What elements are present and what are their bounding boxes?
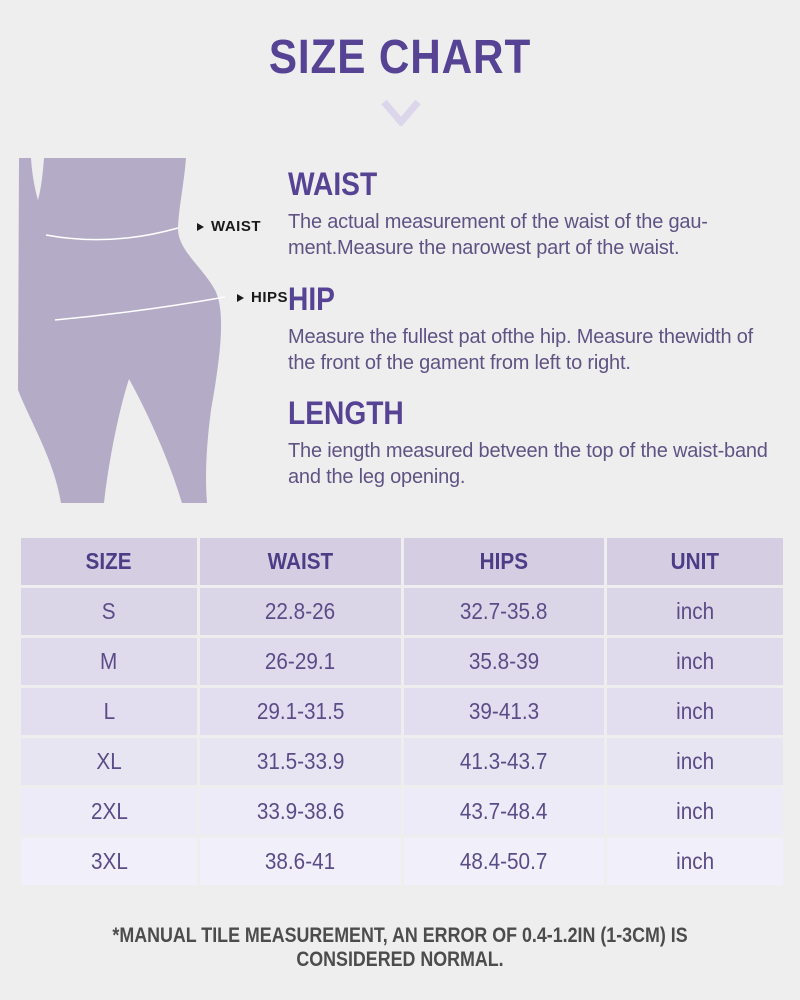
table-cell-waist: 26-29.1 (200, 638, 401, 685)
table-cell-unit: inch (607, 838, 783, 885)
hips-pointer-label (237, 289, 288, 306)
table-cell-hips: 32.7-35.8 (404, 588, 604, 635)
section-length-body-line2: and the leg opening. (288, 466, 466, 488)
table-cell-size: L (21, 688, 197, 735)
page-title-text: SIZE CHART (268, 31, 532, 84)
table-cell-size: 2XL (21, 788, 197, 835)
table-cell-unit: inch (607, 688, 783, 735)
section-length-body-line1: The iength measured betveen the top of the waist-band (288, 440, 768, 462)
table-cell-size: S (21, 588, 197, 635)
table-cell-waist: 33.9-38.6 (200, 788, 401, 835)
table-cell-hips: 43.7-48.4 (404, 788, 604, 835)
table-cell-size: XL (21, 738, 197, 785)
col-header-waist: WAIST (200, 538, 401, 585)
body-silhouette-shape (18, 158, 221, 503)
footnote (0, 924, 800, 972)
table-cell-unit: inch (607, 638, 783, 685)
col-header-unit: UNIT (607, 538, 783, 585)
section-length-heading: LENGTH (288, 395, 404, 431)
table-cell-hips: 41.3-43.7 (404, 738, 604, 785)
section-waist-heading: WAIST (288, 166, 378, 202)
chevron-down-stroke (384, 102, 418, 122)
table-cell-unit: inch (607, 788, 783, 835)
size-table (21, 538, 780, 885)
section-waist (288, 166, 778, 261)
section-waist-body-line2: ment.Measure the narowest part of the waist. (288, 237, 680, 259)
waist-pointer-label (197, 218, 261, 235)
section-length (288, 395, 778, 490)
table-cell-waist: 29.1-31.5 (200, 688, 401, 735)
footnote-text: *MANUAL TILE MEASUREMENT, AN ERROR OF 0.4-1.2IN (1-3CM) IS CONSIDERED NORMAL. (112, 924, 688, 971)
section-hip-body-line2: the front of the gament from left to right. (288, 352, 631, 374)
table-cell-hips: 39-41.3 (404, 688, 604, 735)
waist-pointer-text: WAIST (211, 218, 261, 235)
table-cell-waist: 38.6-41 (200, 838, 401, 885)
body-silhouette (16, 158, 256, 503)
table-cell-waist: 31.5-33.9 (200, 738, 401, 785)
section-hip (288, 281, 778, 376)
table-cell-size: 3XL (21, 838, 197, 885)
table-cell-size: M (21, 638, 197, 685)
col-header-hips: HIPS (404, 538, 604, 585)
section-hip-body-line1: Measure the fullest pat ofthe hip. Measure thewidth of (288, 326, 754, 348)
section-hip-heading: HIP (288, 281, 335, 317)
table-cell-waist: 22.8-26 (200, 588, 401, 635)
hips-pointer-text: HIPS (251, 289, 289, 306)
right-triangle-icon (197, 223, 204, 231)
section-waist-body-line1: The actual measurement of the waist of the gau- (288, 211, 708, 233)
table-cell-unit: inch (607, 588, 783, 635)
table-cell-hips: 48.4-50.7 (404, 838, 604, 885)
chevron-down-icon (381, 100, 421, 126)
table-cell-unit: inch (607, 738, 783, 785)
col-header-size: SIZE (21, 538, 197, 585)
page-title (0, 30, 800, 85)
right-triangle-icon (237, 294, 244, 302)
table-cell-hips: 35.8-39 (404, 638, 604, 685)
